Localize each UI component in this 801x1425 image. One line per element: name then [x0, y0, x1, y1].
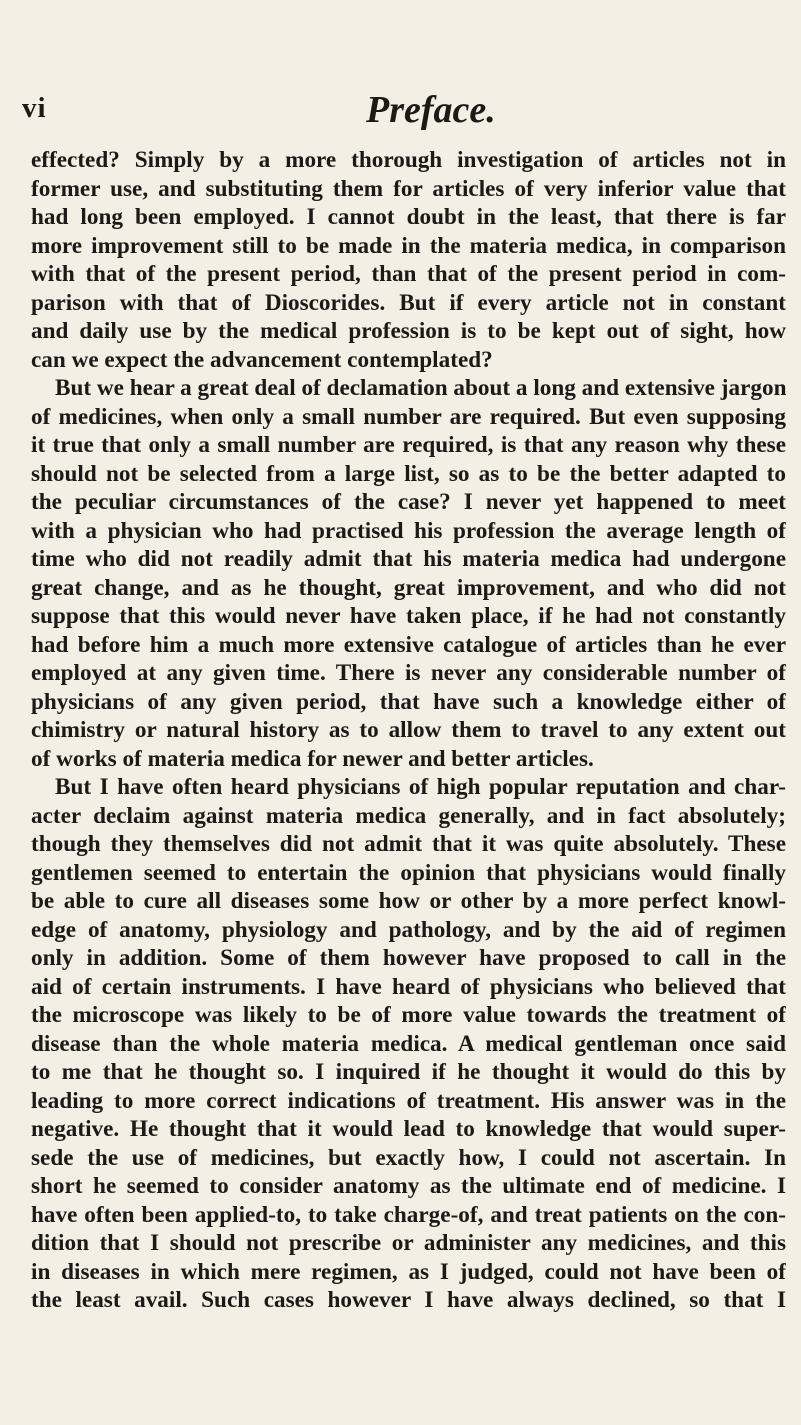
body-text — [31, 146, 786, 1315]
page-number: vi — [22, 92, 47, 124]
text-line: effected? Simply by a more thorough investigation of articles not in — [31, 147, 786, 173]
text-line: gentlemen seemed to entertain the opinion that physicians would finally — [31, 859, 786, 886]
text-line: the least avail. Such cases however I have always declined, so that I — [31, 1287, 786, 1313]
text-line: time who did not readily admit that his materia medica had undergone — [31, 546, 786, 572]
text-line: former use, and substituting them for articles of very inferior value that — [31, 175, 786, 202]
text-line: But we hear a great deal of declamation about a long and extensive jargon — [55, 375, 786, 401]
text-line: in diseases in which mere regimen, as I judged, could not have been of — [31, 1258, 786, 1285]
text-line: the microscope was likely to be of more value towards the treatment of — [31, 1002, 786, 1028]
text-line: with that of the present period, than that of the present period in com- — [31, 261, 786, 287]
text-line: had before him a much more extensive catalogue of articles than he ever — [31, 631, 786, 658]
text-line: suppose that this would never have taken place, if he had not constantly — [31, 603, 786, 629]
text-line: of medicines, when only a small number are required. But even supposing — [31, 403, 786, 430]
text-line: be able to cure all diseases some how or other by a more perfect knowl- — [31, 888, 786, 914]
text-line: of works of materia medica for newer and better articles. — [31, 745, 594, 772]
text-line: leading to more correct indications of treatment. His answer was in the — [31, 1087, 786, 1114]
text-line: short he seemed to consider anatomy as the ultimate end of medicine. I — [31, 1173, 786, 1199]
text-line: though they themselves did not admit that it was quite absolutely. These — [31, 831, 786, 857]
text-line: dition that I should not prescribe or administer any medicines, and this — [31, 1230, 786, 1256]
running-title: Preface. — [366, 89, 496, 131]
text-line: should not be selected from a large list, so as to be the better adapted to — [31, 460, 786, 487]
text-line: parison with that of Dioscorides. But if every article not in constant — [31, 289, 786, 316]
text-line: more improvement still to be made in the materia medica, in comparison — [31, 232, 786, 259]
text-line: to me that he thought so. I inquired if he thought it would do this by — [31, 1059, 786, 1085]
text-line: edge of anatomy, physiology and pathology, and by the aid of regimen — [31, 916, 786, 943]
running-head — [22, 89, 782, 136]
text-line: great change, and as he thought, great improvement, and who did not — [31, 574, 786, 601]
text-line: physicians of any given period, that have such a knowledge either of — [31, 688, 786, 715]
text-line: chimistry or natural history as to allow them to travel to any extent out — [31, 717, 786, 743]
text-line: disease than the whole materia medica. A medical gentleman once said — [31, 1030, 786, 1057]
text-line: sede the use of medicines, but exactly how, I could not ascertain. In — [31, 1144, 786, 1171]
text-line: But I have often heard physicians of high popular reputation and char- — [55, 774, 786, 800]
text-line: can we expect the advancement contemplated? — [31, 346, 493, 373]
text-line: the peculiar circumstances of the case? I never yet happened to meet — [31, 489, 786, 515]
text-line: acter declaim against materia medica generally, and in fact absolutely; — [31, 802, 786, 829]
text-line: negative. He thought that it would lead to knowledge that would super- — [31, 1116, 786, 1142]
text-line: with a physician who had practised his profession the average length of — [31, 517, 786, 544]
text-line: it true that only a small number are required, is that any reason why these — [31, 432, 786, 458]
text-line: and daily use by the medical profession is to be kept out of sight, how — [31, 318, 786, 344]
text-line: only in addition. Some of them however have proposed to call in the — [31, 945, 786, 971]
text-line: had long been employed. I cannot doubt in the least, that there is far — [31, 204, 786, 230]
text-line: aid of certain instruments. I have heard of physicians who believed that — [31, 973, 786, 1000]
text-line: employed at any given time. There is never any considerable number of — [31, 660, 786, 686]
text-line: have often been applied-to, to take charge-of, and treat patients on the con- — [31, 1201, 786, 1228]
